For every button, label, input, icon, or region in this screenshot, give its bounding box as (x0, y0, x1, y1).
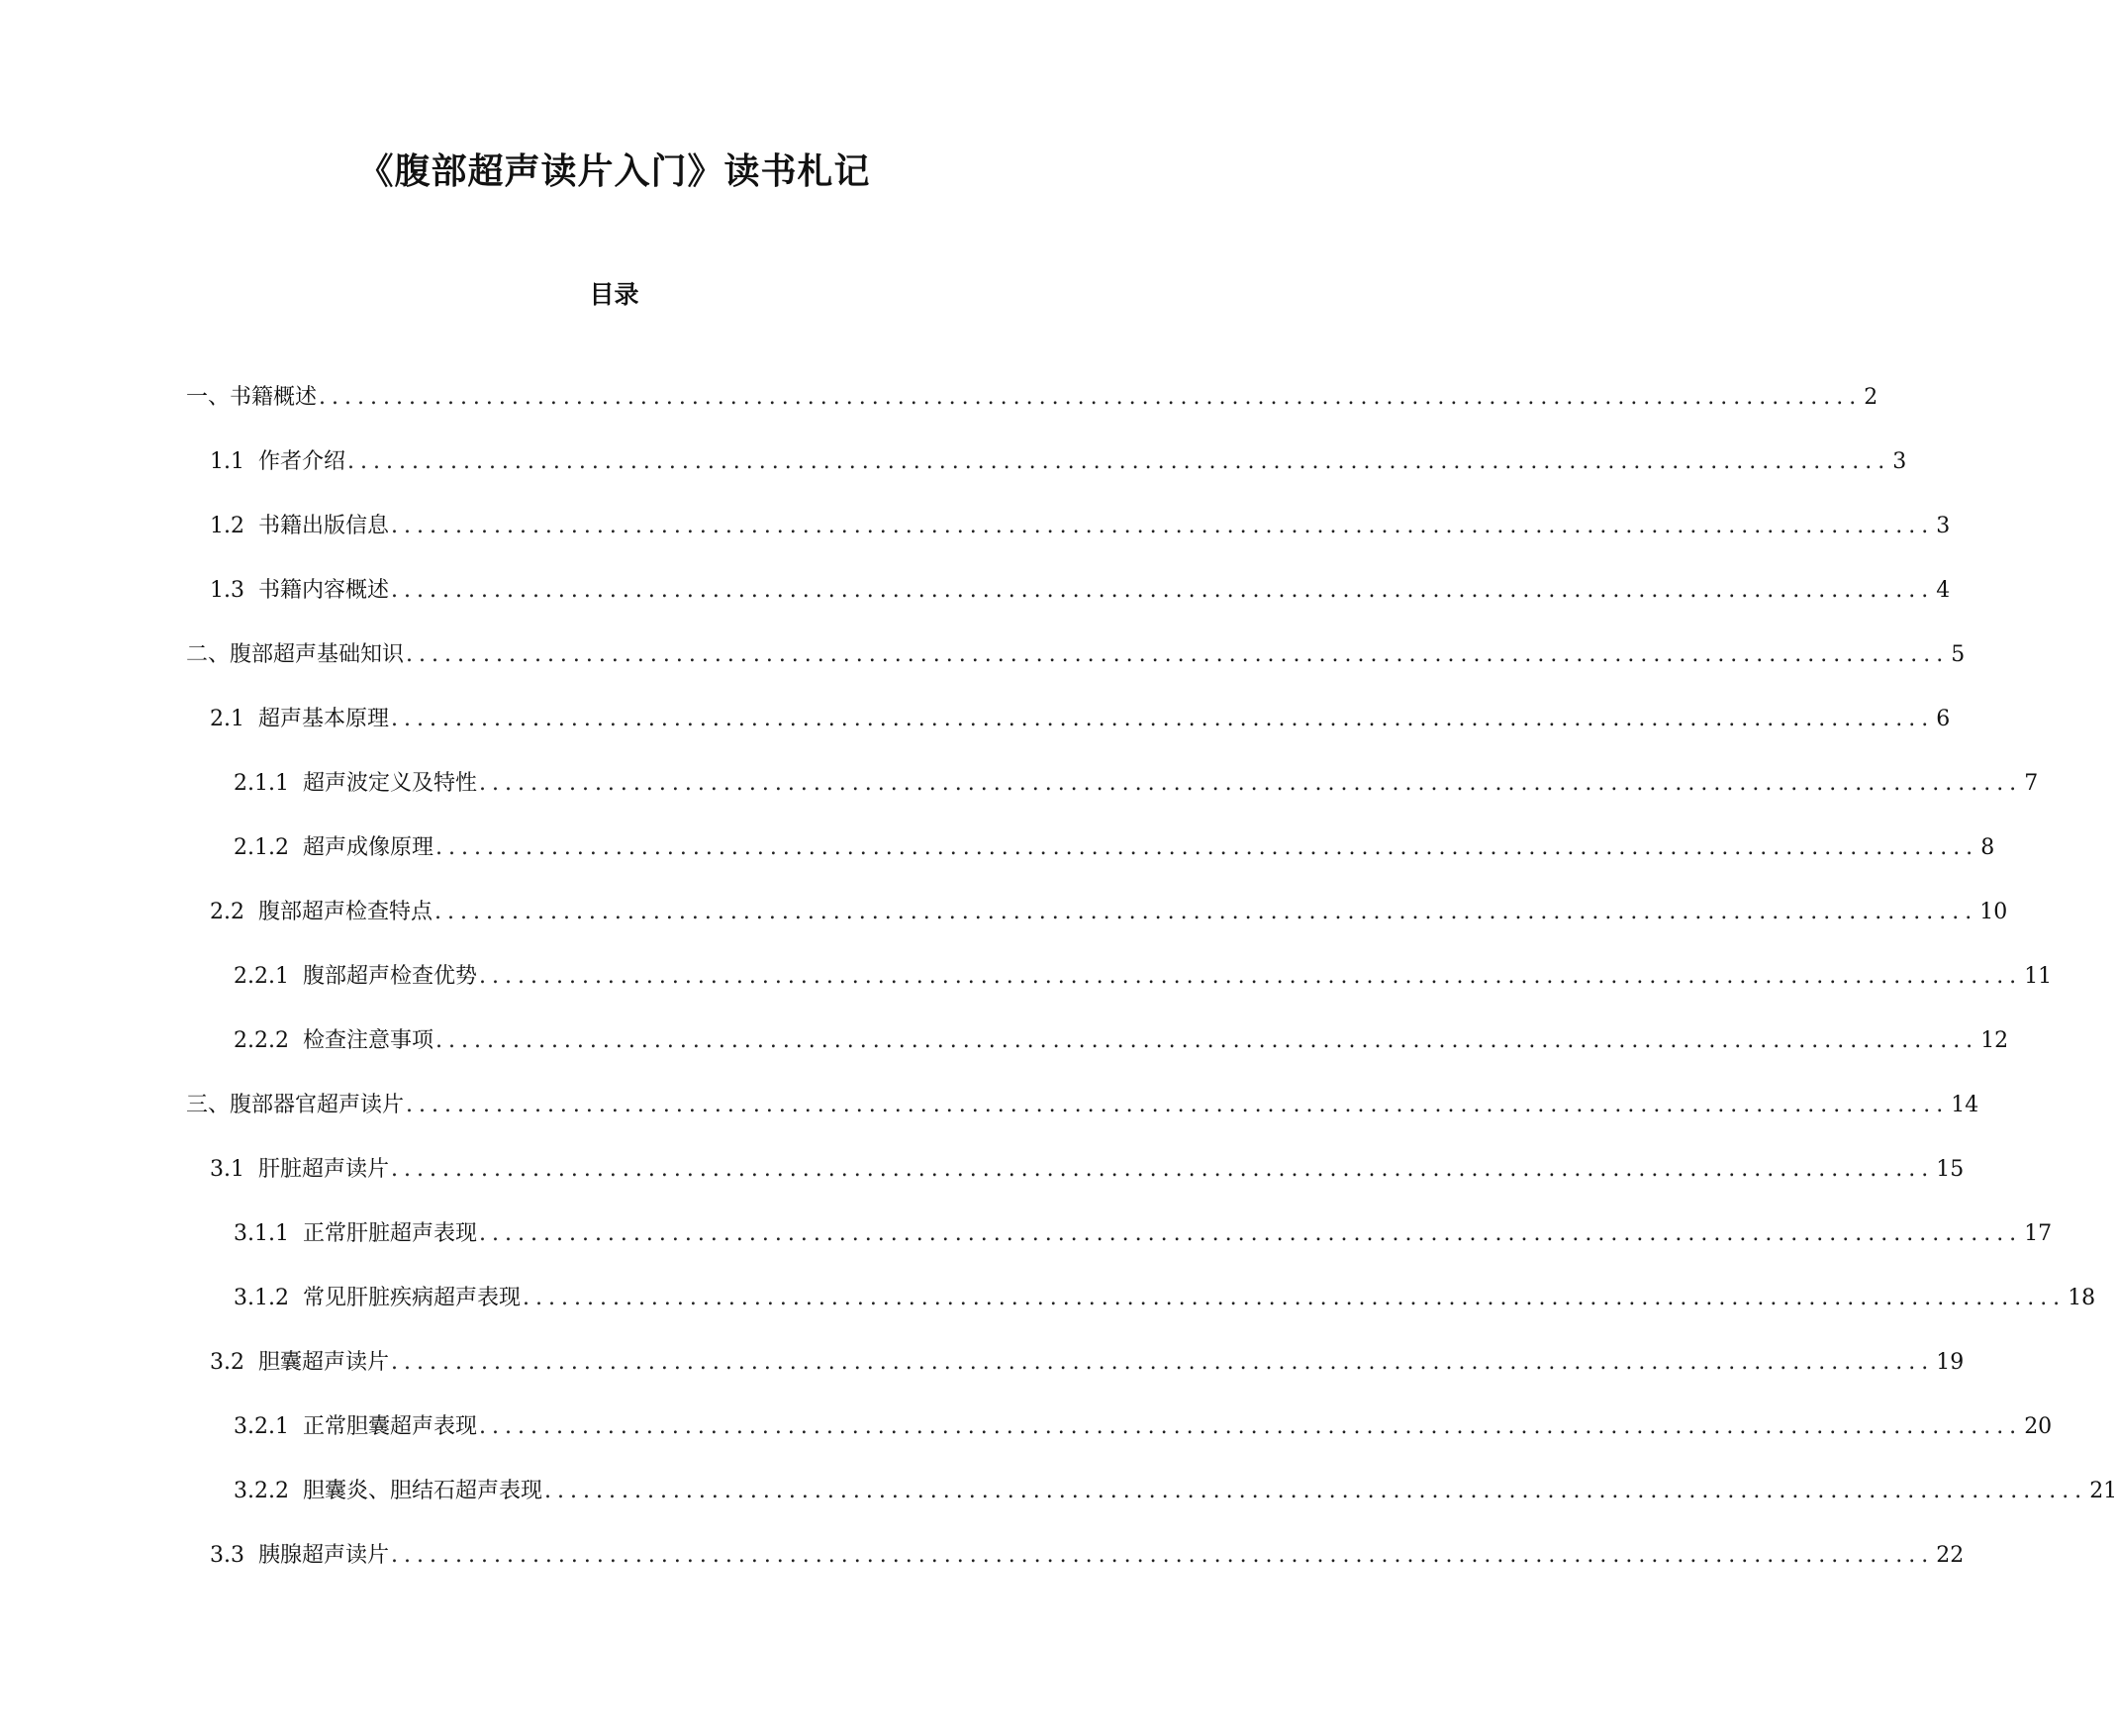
toc-entry-text: 作者介绍 (258, 449, 346, 474)
toc-dot-leader: ........................................................................................................................ (391, 1350, 1935, 1375)
toc-entry-number: 2.2.1 (234, 964, 289, 989)
toc-entry-text: 书籍内容概述 (258, 578, 390, 603)
toc-entry-text: 正常肝脏超声表现 (302, 1221, 477, 1246)
toc-heading: 目录 (589, 280, 639, 309)
toc-entry-level-3[interactable] (234, 831, 1995, 865)
toc-entry-text: 胰腺超声读片 (258, 1543, 390, 1568)
toc-entry-number: 2.1 (210, 707, 244, 731)
toc-dot-leader: ........................................................................................................................ (391, 1543, 1935, 1568)
toc-entry-text: 胆囊炎、胆结石超声表现 (302, 1479, 542, 1503)
toc-entry-level-3[interactable] (234, 1282, 2096, 1315)
toc-entry-number: 3.2.1 (234, 1414, 289, 1439)
toc-entry-number: 3.1 (210, 1157, 244, 1182)
toc-entry-page: 2 (1864, 385, 1878, 410)
toc-dot-leader: ........................................................................................................................ (435, 835, 1979, 860)
toc-entry-number: 3.1.2 (234, 1286, 289, 1310)
toc-entry-page: 15 (1936, 1157, 1965, 1182)
toc-entry-number: 2.2 (210, 900, 244, 924)
toc-dot-leader: ........................................................................................................................ (435, 1028, 1979, 1053)
toc-entry-text: 检查注意事项 (302, 1028, 433, 1053)
toc-entry-page: 3 (1936, 514, 1951, 538)
toc-dot-leader: ........................................................................................................................ (391, 514, 1935, 538)
document-title: 《腹部超声读片入门》读书札记 (357, 150, 871, 192)
toc-entry-number: 1.1 (210, 449, 244, 474)
toc-entry-level-3[interactable] (234, 960, 2053, 994)
toc-entry-text: 二、腹部超声基础知识 (186, 642, 405, 667)
toc-entry-page: 21 (2089, 1479, 2117, 1503)
toc-dot-leader: ........................................................................................................................ (479, 1414, 2023, 1439)
toc-entry-level-2[interactable] (210, 896, 2008, 929)
toc-entry-level-3[interactable] (234, 1217, 2053, 1251)
toc-entry-level-2[interactable] (210, 445, 1907, 479)
toc-entry-text: 正常胆囊超声表现 (302, 1414, 477, 1439)
toc-entry-level-1[interactable] (186, 1089, 1979, 1122)
toc-entry-number: 2.1.1 (234, 771, 289, 796)
toc-entry-number: 3.2 (210, 1350, 244, 1375)
toc-entry-level-3[interactable] (234, 1024, 2009, 1058)
toc-entry-number: 1.2 (210, 514, 244, 538)
toc-dot-leader: ........................................................................................................................ (434, 900, 1978, 924)
toc-entry-level-2[interactable] (210, 510, 1951, 543)
toc-entry-number: 3.2.2 (234, 1479, 289, 1503)
toc-entry-page: 7 (2024, 771, 2039, 796)
toc-entry-page: 11 (2024, 964, 2053, 989)
toc-entry-level-3[interactable] (234, 1475, 2117, 1508)
toc-entry-text: 腹部超声检查优势 (302, 964, 477, 989)
toc-entry-level-2[interactable] (210, 703, 1951, 736)
toc-dot-leader: ........................................................................................................................ (479, 771, 2023, 796)
toc-entry-text: 肝脏超声读片 (258, 1157, 390, 1182)
toc-entry-number: 3.1.1 (234, 1221, 289, 1246)
toc-dot-leader: ........................................................................................................................ (479, 964, 2023, 989)
toc-entry-page: 8 (1980, 835, 1995, 860)
toc-entry-page: 19 (1936, 1350, 1965, 1375)
toc-entry-page: 18 (2068, 1286, 2096, 1310)
toc-dot-leader: ........................................................................................................................ (523, 1286, 2067, 1310)
toc-entry-level-3[interactable] (234, 767, 2039, 801)
toc-entry-text: 一、书籍概述 (186, 385, 318, 410)
toc-dot-leader: ........................................................................................................................ (319, 385, 1863, 410)
toc-dot-leader: ........................................................................................................................ (479, 1221, 2023, 1246)
toc-dot-leader: ........................................................................................................................ (406, 642, 1950, 667)
toc-entry-text: 超声基本原理 (258, 707, 390, 731)
toc-entry-text: 超声成像原理 (302, 835, 433, 860)
toc-entry-number: 2.1.2 (234, 835, 289, 860)
toc-entry-page: 4 (1936, 578, 1951, 603)
toc-entry-page: 12 (1980, 1028, 2009, 1053)
toc-entry-level-1[interactable] (186, 638, 1966, 672)
toc-entry-page: 14 (1951, 1093, 1979, 1117)
toc-dot-leader: ........................................................................................................................ (391, 578, 1935, 603)
toc-entry-level-2[interactable] (210, 1153, 1965, 1187)
toc-dot-leader: ........................................................................................................................ (406, 1093, 1950, 1117)
toc-entry-page: 10 (1979, 900, 2008, 924)
toc-entry-text: 常见肝脏疾病超声表现 (302, 1286, 521, 1310)
toc-entry-text: 三、腹部器官超声读片 (186, 1093, 405, 1117)
toc-dot-leader: ........................................................................................................................ (544, 1479, 2088, 1503)
toc-entry-page: 22 (1936, 1543, 1965, 1568)
toc-entry-page: 5 (1951, 642, 1966, 667)
toc-entry-level-2[interactable] (210, 1346, 1965, 1380)
toc-entry-page: 17 (2024, 1221, 2053, 1246)
toc-entry-level-3[interactable] (234, 1410, 2053, 1444)
toc-entry-level-2[interactable] (210, 1539, 1965, 1573)
toc-entry-text: 超声波定义及特性 (302, 771, 477, 796)
toc-dot-leader: ........................................................................................................................ (347, 449, 1891, 474)
toc-entry-page: 6 (1936, 707, 1951, 731)
toc-dot-leader: ........................................................................................................................ (391, 707, 1935, 731)
toc-entry-number: 2.2.2 (234, 1028, 289, 1053)
toc-entry-level-2[interactable] (210, 574, 1951, 608)
toc-entry-page: 20 (2024, 1414, 2053, 1439)
toc-entry-page: 3 (1892, 449, 1907, 474)
toc-entry-text: 胆囊超声读片 (258, 1350, 390, 1375)
toc-entry-number: 1.3 (210, 578, 244, 603)
toc-entry-text: 腹部超声检查特点 (258, 900, 433, 924)
toc-entry-number: 3.3 (210, 1543, 244, 1568)
toc-entry-text: 书籍出版信息 (258, 514, 390, 538)
toc-entry-level-1[interactable] (186, 381, 1878, 415)
toc-dot-leader: ........................................................................................................................ (391, 1157, 1935, 1182)
